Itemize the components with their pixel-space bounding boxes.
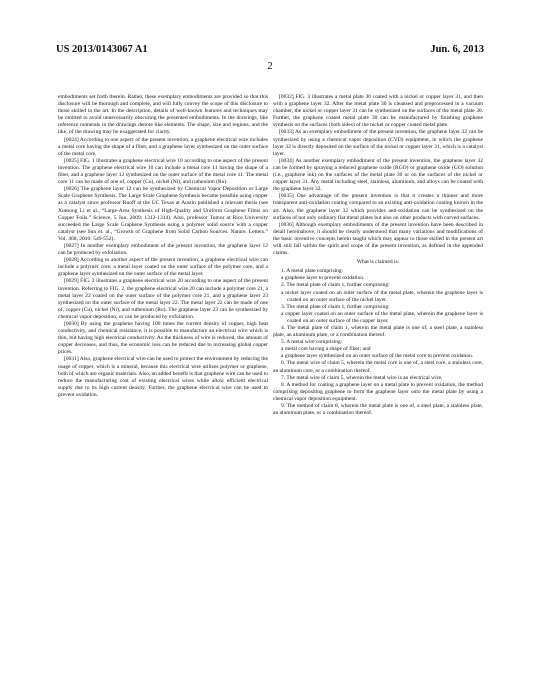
- paragraph: [0026] The graphene layer 12 can be synthesized by Chemical Vapor Deposition or Large Scale Graphene Synthesis. The Large Scale Graphene Synthesis became possible using copper as a catalyst since professor Ruoff at the UC Texas at Austin published a relevant thesis (see Xuesong Li et al., “Large-Area Synthesis of High-Quality and Uniform Graphene Films on Copper Foils.” Science, 5 Jun. 2009: 1312-1314). Also, professor Tumor at Rice University succeeded the Large Scale Graphene Synthesis using a polymer solid source with a copper catalyst (see Sun et. al., “Growth of Graphene from Solid Carbon Sources. Nature. Letters.” Vol. 468, 2010: 549-552).: [58, 186, 268, 242]
- paragraph: [0028] According to another aspect of the present invention, a graphene electrical wire can include a polymer core, a metal layer coated on the outer surface of the polymer core, and a graphene layer synthesized on the outer surface of the metal layer.: [58, 257, 268, 278]
- paragraph: [0035] One advantage of the present invention is that it creates a thinner and more transparent anti-oxidation coating compared to an existing anti-oxidation coating known in the art. Also, the graphene layer 32 which provides anti-oxidation can be synthesized on the surfaces of not only ordinary flat metal plates but also on other products with curved surfaces.: [273, 193, 483, 221]
- paragraph: [0030] By using the graphene having 100 times the current density of copper, high heat conductivity, and chemical resistance, it is possible to manufacture an electrical wire which is thin, but having high electrical conductivity. As the thickness of wire is reduced, the amount of copper decreases, and thus, the economic loss can be reduced due to increasing global copper prices.: [58, 321, 268, 356]
- paragraph: [0032] FIG. 3 illustrates a metal plate 30 coated with a nickel or copper layer 31, and then with a graphene layer 32. After the metal plate 30 is cleansed and preprocessed in a vacuum chamber, the nickel or copper layer 31 can be synthesized on the surfaces of the metal plate 30. Further, the graphene coated metal plate 30 can be manufactured by finishing graphene synthesis on the surfaces (both sides) of the nickel or copper coated metal plate.: [273, 94, 483, 129]
- right-column: [273, 94, 483, 417]
- claim: 1. A metal plate comprising:: [281, 268, 344, 275]
- left-column: [58, 94, 268, 399]
- claim-element: a nickel layer coated on an outer surface of the metal plate, wherein the graphene layer is coated on an outer surface of the nickel layer.: [281, 289, 483, 303]
- paragraph: embodiments set forth therein. Rather, these exemplary embodiments are provided so that this disclosure will be thorough and complete, and will fully convey the scope of this disclosure to those skilled in the art. In the description, details of well-known features and techniques may be omitted to avoid unnecessarily obscuring the presented embodiments. In the drawings, like reference numerals in the drawings denote like elements. The shape, size and regions, and the like, of the drawing may be exaggerated for clarity.: [58, 94, 268, 136]
- claim-element: a graphene layer to prevent oxidation.: [281, 275, 365, 282]
- claim: 2. The metal plate of claim 1, further comprising:: [281, 282, 390, 289]
- paragraph: [0025] FIG. 1 illustrates a graphene electrical wire 10 according to one aspect of the present invention. The graphene electrical wire 10 can include a metal core 11 having the shape of a fiber, and a graphene layer 12 synthesized on the outer surface of the metal core 11. The metal core 11 can be made of one of, copper (Cu), nickel (Ni), and ruthenium (Ru).: [58, 157, 268, 186]
- paragraph: [0033] As an exemplary embodiment of the present invention, the graphene layer 32 can be synthesized by using a chemical vapor deposition (CVD) equipment, in which the graphene layer 32 is directly deposited on the surface of the nickel or copper layer 31, which is a catalyst layer.: [273, 129, 483, 157]
- claim-element: a graphene layer synthesized on an outer surface of the metal core to prevent oxidation.: [281, 353, 474, 360]
- claim-element: a metal core having a shape of fiber; and: [281, 346, 371, 353]
- paragraph: [0027] In another exemplary embodiment of the present invention, the graphene layer 12 can be produced by exfoliation.: [58, 242, 268, 257]
- page-number: 2: [267, 61, 273, 72]
- publication-date: Jun. 6, 2013: [430, 44, 484, 55]
- claim: 8. A method for coating a graphene layer on a metal plate to prevent oxidation, the method comprising depositing graphene to form the graphene layer onto the metal plate by using a chemical vapor deposition equipment.: [273, 381, 483, 402]
- paragraph: [0036] Although exemplary embodiments of the present invention have been described in detail hereinabove, it should be clearly understood that many variations and modifications of the basic inventive concepts herein taught which may appear to those skilled in the present art will still fall within the spirit and scope of the present invention, as defined in the appended claims.: [273, 221, 483, 257]
- paragraph: [0034] As another exemplary embodiment of the present invention, the graphene layer 32 can be formed by spraying a reduced graphene oxide (RGO) or graphene oxide (GO) solution (i.e., graphene ink) on the surfaces of the metal plate 30 or on the surfaces of the nickel or copper layer 31. Any metal including steel, stainless, aluminum, and alloys can be coated with the graphene layer 32.: [273, 157, 483, 193]
- claim: 3. The metal plate of claim 1, further comprising:: [281, 303, 390, 310]
- claim: 9. The method of claim 8, wherein the metal plate is one of, a steel plate, a stainless plate, an aluminum plate, or a combination thereof.: [273, 403, 483, 417]
- paragraph: [0029] FIG. 2 illustrates a graphene electrical wire 20 according to one aspect of the present invention. Referring to FIG. 2, the graphene electrical wire 20 can include a polymer core 21, a metal layer 22 coated on the outer surface of the polymer core 21, and a graphene layer 23 synthesized on the outer surface of the metal layer 22. The metal layer 22 can be made of one of, copper (Cu), nickel (Ni), and ruthenium (Ru). The graphene layer 23 can be synthesized by chemical vapor deposition, or can be produced by exfoliation.: [58, 278, 268, 320]
- claim: 5. A metal wire comprising:: [281, 339, 343, 346]
- claims-heading: What is claimed is:: [356, 259, 400, 266]
- claim: 7. The metal wire of claim 5, wherein the metal wire is an electrical wire.: [281, 374, 443, 381]
- claim-element: a copper layer coated on an outer surface of the metal plate, wherein the graphene layer is coated on an outer surface of the copper layer.: [281, 310, 483, 324]
- paragraph: [0024] According to one aspect of the present invention, a graphene electrical wire includes a metal core having the shape of a fiber, and a graphene layer synthesized on the outer surface of the metal core.: [58, 136, 268, 157]
- claims-list: [273, 268, 483, 417]
- claim: 6. The metal wire of claim 5, wherein the metal core is one of, a steel core, a stainless core, an aluminum core, or a combination thereof.: [273, 360, 483, 374]
- paragraph: [0031] Also, graphene electrical wire can be used to protect the environment by reducing the usage of copper, which is a mineral, because this electrical wire utilizes polymer or graphene, both of which are organic materials. Also, an added benefit is that graphene wire can be used to reduce the manufacturing cost of existing electrical wires while allow efficient electrical supply due to its high current density. Further, the graphene electrical wire can be used to prevent oxidation.: [58, 356, 268, 398]
- publication-number: US 2013/0143067 A1: [56, 44, 148, 55]
- claim: 4. The metal plate of claim 1, wherein the metal plate is one of, a steel plate, a stainless plate, an aluminum plate, or a combination thereof.: [273, 325, 483, 339]
